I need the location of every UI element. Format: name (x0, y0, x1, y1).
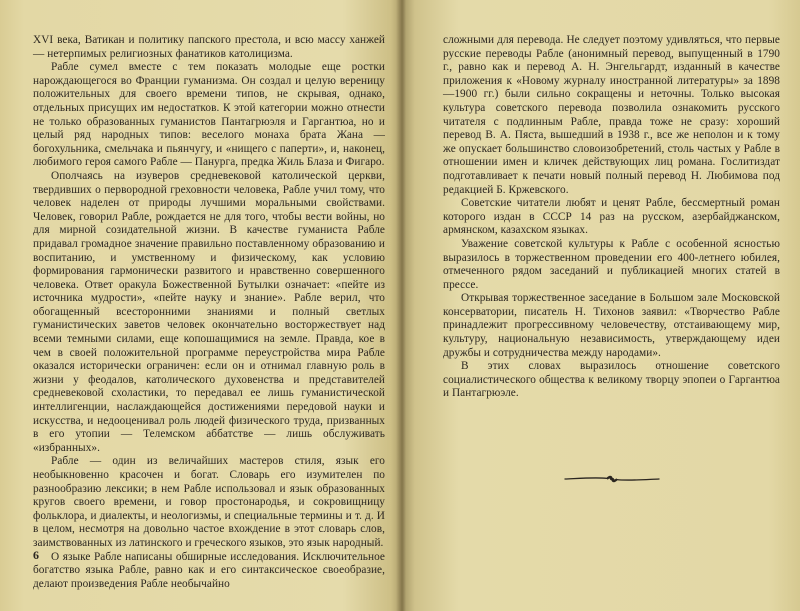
paragraph-8: Уважение советской культуры к Рабле с особенной ясностью выразилось в торжественном проведении его 400-летнего юбилея, отмеченного рядом заседаний и публикацией многих статей в прессе. (443, 237, 780, 291)
paragraph-7: Советские читатели любят и ценят Рабле, бессмертный роман которого издан в СССР 14 раз на русском, азербайджанском, армянском, казахском языках. (443, 197, 780, 237)
typographic-swash-ornament-icon (563, 473, 661, 485)
paragraph-5: О языке Рабле написаны обширные исследования. Исключительное богатство языка Рабле, равно как и его синтаксическое своеобразие, делают произведения Рабле необычайно (33, 550, 385, 590)
paragraph-4: Рабле — один из величайших мастеров стиля, язык его необыкновенно красочен и богат. Словарь его изумителен по разнообразию лексики; в нем Рабле использовал и язык образованных кругов своего времени, и говор простонародья, и сокровищницу фольклора, и диалекты, и неологизмы, и специальные термины и т. д. И в целом, несмотря на довольно частое вхождение в этот словарь слов, заимствованных из латинского и греческого языков, это язык народный. (33, 455, 385, 549)
paragraph-6: сложными для перевода. Не следует поэтому удивляться, что первые русские переводы Рабле (анонимный перевод, выпущенный в 1790 г., равно как и перевод А. Н. Энгельгардт, изданный в качестве приложения к «Новому журналу иностранной литературы» за 1898—1900 гг.) были сильно сокращены и неточны. Только высокая культура советского перевода позволила ознакомить русского читателя с подлинным Рабле, правда тоже не сразу: хороший перевод В. А. Пяста, вышедший в 1938 г., все же неполон и к тому же опускает большинство словоизобретений, столь частых у Рабле в отношении имен и кличек действующих лиц романа. Гослитиздат подготавливает к печати новый полный перевод Н. Любимова под редакцией Б. Кржевского. (443, 34, 780, 196)
paragraph-9: Открывая торжественное заседание в Большом зале Московской консерватории, писатель Н. Тихонов заявил: «Творчество Рабле принадлежит прогрессивному человечеству, отстаивающему мир, культуру, национальную независимость, утверждающему идеи дружбы и сотрудничества между народами». (443, 292, 780, 359)
paragraph-1: XVI века, Ватикан и политику папского престола, и всю массу ханжей — нетерпимых религиозных фанатиков католицизма. (33, 34, 385, 60)
paragraph-2: Рабле сумел вместе с тем показать молодые еще ростки нарождающегося во Франции гуманизма. Он создал и целую вереницу положительных для своего времени типов, не скрывая, однако, отдельных присущих им недостатков. К этой категории можно отнести не только образованных гуманистов Пантагрюэля и Гаргантюа, но и целый ряд народных типов: веселого монаха брата Жана — богохульника, смельчака и пьянчугу, и «нищего с паперти», и, наконец, любимого героя самого Рабле — Панурга, предка Жиль Блаза и Фигаро. (33, 61, 385, 169)
paragraph-3: Ополчаясь на изуверов средневековой католической церкви, твердивших о первородной греховности человека, Рабле учил тому, что человек наделен от природы лучшими моральными свойствами. Человек, говорил Рабле, рождается не для того, чтобы вести войны, но для мирной созидательной жизни. В качестве гуманиста Рабле придавал громадное значение правильно поставленному образованию и воспитанию, и умственному и физическому, как условию формирования гармонически развитого и нравственно совершенного человека. Ответ оракула Божественной Бутылки означает: «пейте из источника мудрости», «пейте науку и знание». Рабле верил, что обогащенный всесторонними знаниями и полный светлых гуманистических заветов человек окончательно восторжествует над всеми темными силами, еще копошащимися на земле. Правда, кое в чем в своей положительной программе переустройства мира Рабле оказался исторически ограничен: если он и отнимал главную роль в жизни у феодалов, католического духовенства и представителей средневековой схоластики, то передавал ее лишь гуманистической интеллигенции, наслаждающейся достижениями передовой науки и искусства, и недооценивал роль людей физического труда, призванных в его утопии — Телемском аббатстве — лишь обслуживать «избранных». (33, 169, 385, 454)
right-page (403, 0, 800, 611)
paragraph-10: В этих словах выразилось отношение советского социалистического общества к великому творцу эпопеи о Гаргантюа и Пантагрюэле. (443, 360, 780, 400)
page-number: 6 (33, 548, 39, 562)
